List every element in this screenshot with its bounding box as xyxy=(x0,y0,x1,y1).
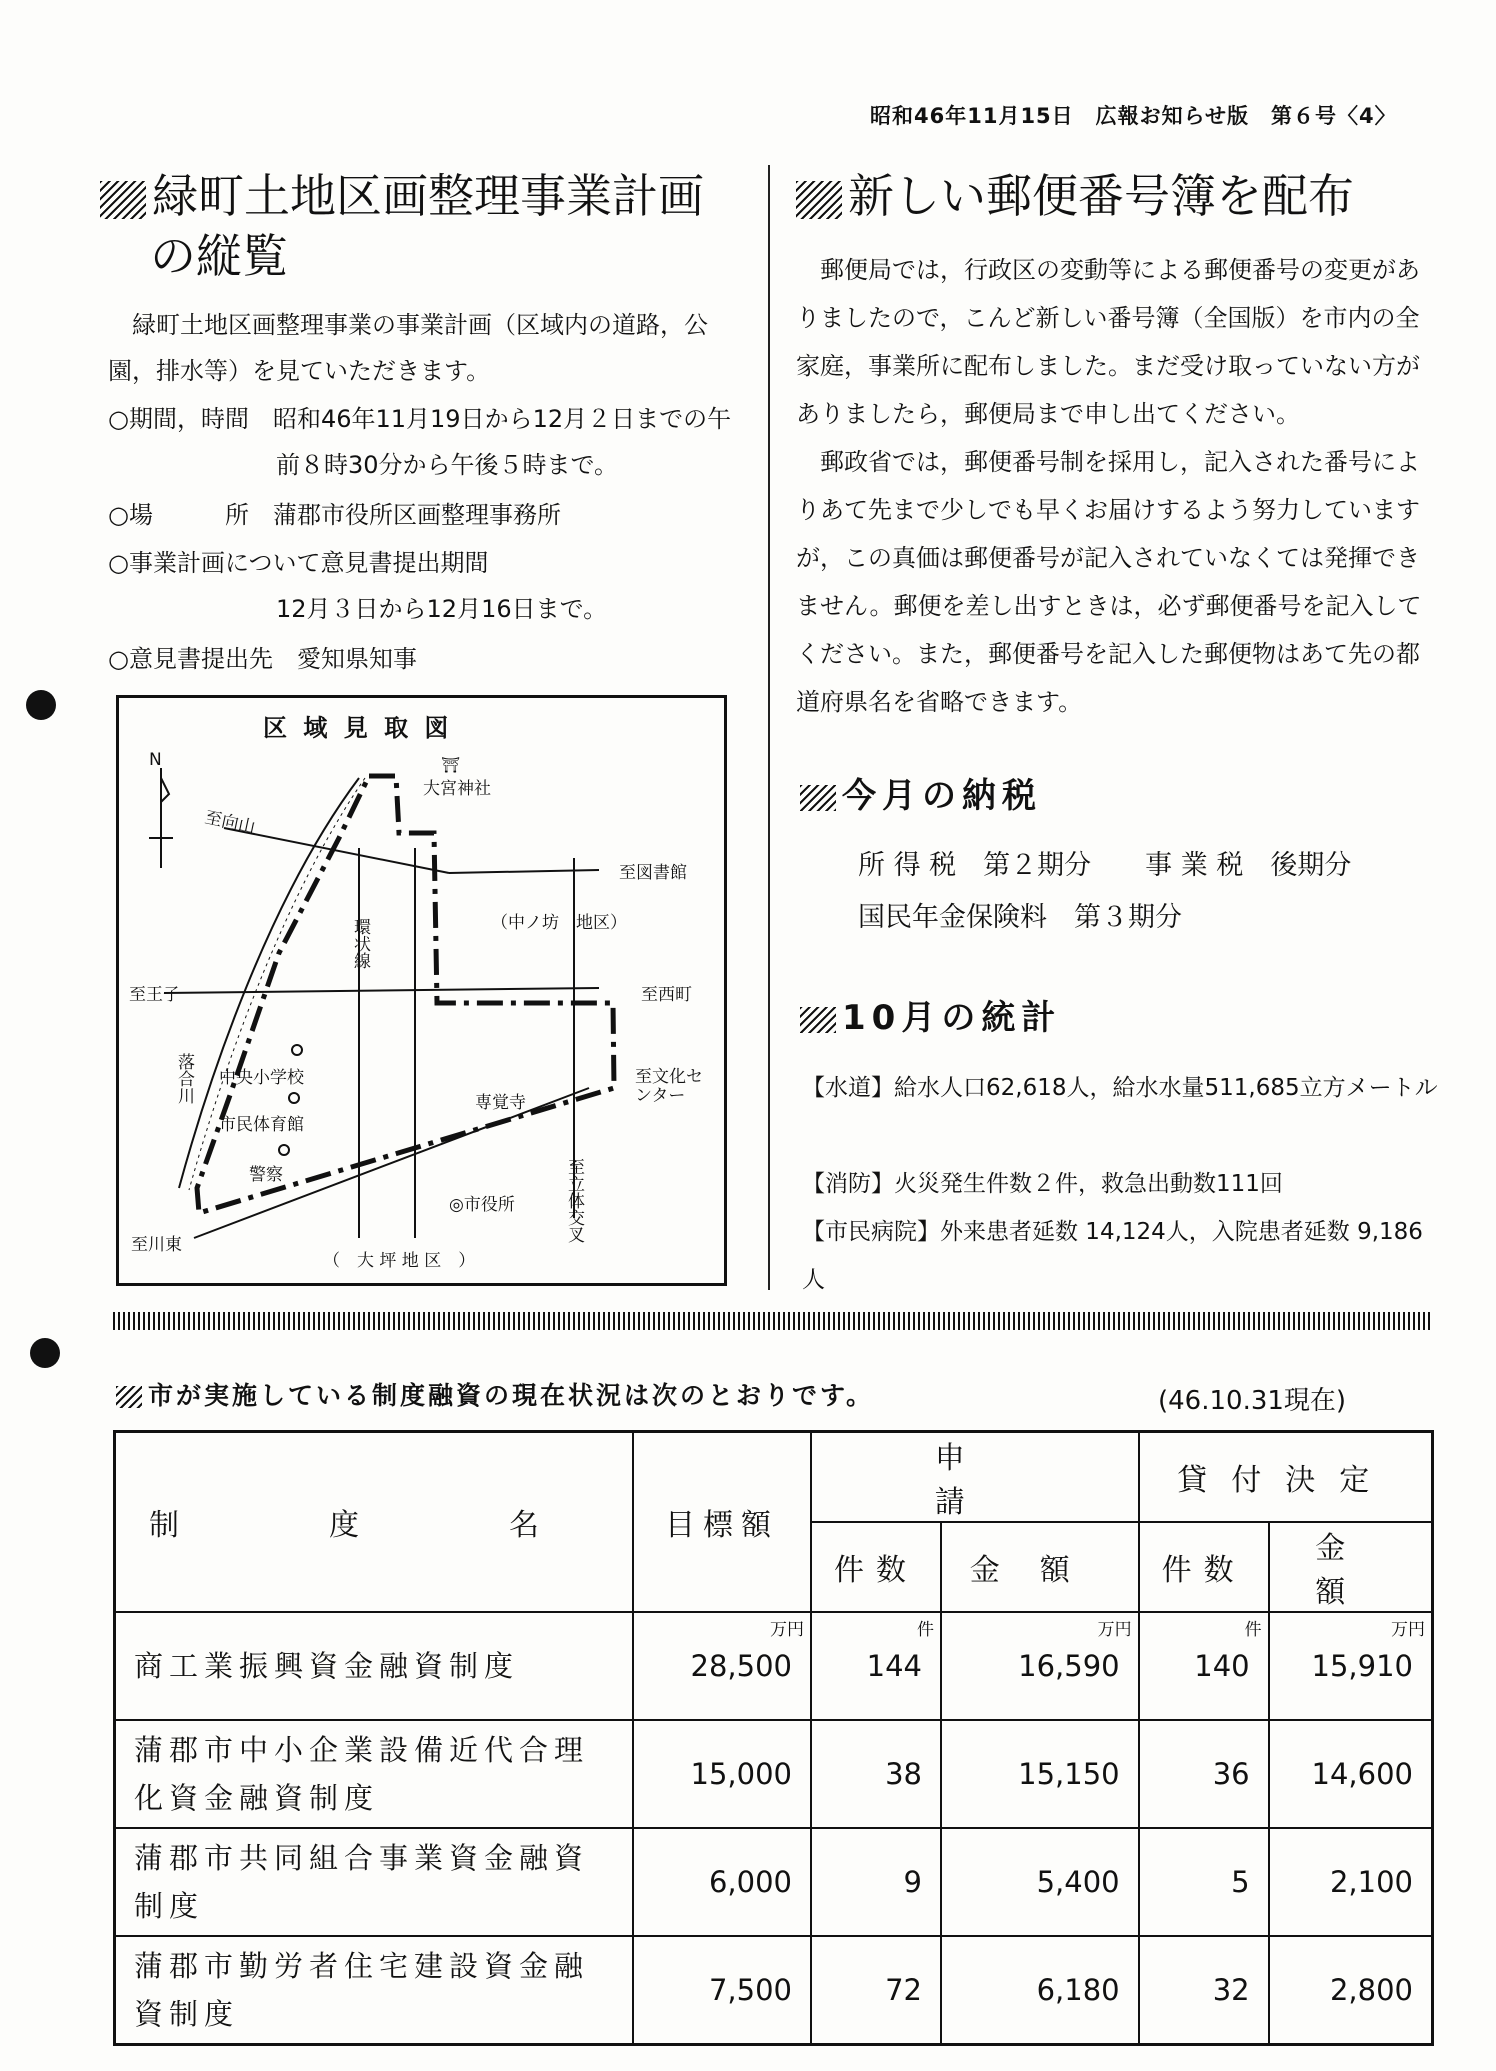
shrine-icon: ⛩ xyxy=(441,756,461,774)
postal-paragraph-2: 郵政省では，郵便番号制を採用し，記入された番号によりあて先まで少しでも早くお届けするよう努力していますが，この真価は郵便番号が記入されていなくては発揮できません。郵便を差し出すときは，必ず郵便番号を記入してください。また，郵便番号を記入した郵便物はあて先の都道府県名を省略できます。 xyxy=(796,448,1422,716)
zoning-period xyxy=(108,396,748,488)
header-target: 目標額 xyxy=(633,1432,811,1613)
map-police: 警察 xyxy=(249,1165,283,1185)
map-to-library: 至図書館 xyxy=(619,863,687,883)
map-chuo-school: 中央小学校 xyxy=(219,1068,304,1088)
title-line-2: の縦覧 xyxy=(150,229,288,283)
apply-count-value: 144 xyxy=(866,1649,922,1683)
loan-decision-amount: 2,100 xyxy=(1269,1828,1433,1936)
zoning-opinion xyxy=(108,540,748,632)
stats-water xyxy=(802,1064,1442,1112)
title-line-1: 緑町土地区画整理事業計画 xyxy=(152,169,704,223)
binding-hole-top xyxy=(26,690,56,720)
tax-title: 今月の納税 xyxy=(842,776,1042,816)
loan-decision-count xyxy=(1139,1612,1269,1720)
loans-table xyxy=(113,1430,1434,2046)
unit-man-yen: 万円 xyxy=(1097,1620,1132,1640)
loan-apply-count: 72 xyxy=(811,1936,941,2044)
stats-hospital xyxy=(802,1208,1442,1304)
loan-apply-count: 9 xyxy=(811,1828,941,1936)
zoning-submit xyxy=(108,636,748,682)
hatch-mark-icon xyxy=(116,1386,142,1408)
article-title-zoning xyxy=(100,166,704,286)
map-gymnasium: 市民体育館 xyxy=(219,1115,304,1135)
loan-name: 蒲郡市共同組合事業資金融資制度 xyxy=(115,1828,634,1936)
map-otsubo: （ 大 坪 地 区 ） xyxy=(323,1251,476,1271)
water-label: 【水道】 xyxy=(802,1075,894,1101)
loan-apply-amount: 5,400 xyxy=(941,1828,1139,1936)
loan-decision-amount xyxy=(1269,1612,1433,1720)
loans-heading xyxy=(116,1376,874,1412)
unit-ken: 件 xyxy=(1244,1620,1262,1640)
binding-hole-bottom xyxy=(30,1338,60,1368)
map-senkakuji: 専覚寺 xyxy=(475,1093,526,1113)
hatch-mark-icon xyxy=(800,785,836,811)
submit-label: ○意見書提出先 xyxy=(108,645,273,673)
loan-apply-amount: 15,150 xyxy=(941,1720,1139,1828)
section-separator xyxy=(113,1312,1433,1330)
table-row xyxy=(115,1612,1433,1720)
opinion-value: 12月３日から12月16日まで。 xyxy=(276,595,608,623)
header-loan-amount: 金額 xyxy=(1269,1522,1433,1612)
unit-man-yen: 万円 xyxy=(770,1620,804,1640)
column-divider xyxy=(768,165,770,1290)
stats-heading xyxy=(800,990,1061,1039)
apply-amount-value: 16,590 xyxy=(1018,1649,1120,1683)
loan-apply-count xyxy=(811,1612,941,1720)
map-nakanobo: （中ノ坊 地区） xyxy=(491,913,627,933)
map-ochiaigawa: 落合川 xyxy=(174,1053,194,1104)
opinion-label: ○事業計画について意見書提出期間 xyxy=(108,549,489,577)
tax-line-2: 国民年金保険料 第３期分 xyxy=(858,902,1182,933)
loans-as-of: (46.10.31現在) xyxy=(1158,1386,1347,1416)
loan-decision-amount: 2,800 xyxy=(1269,1936,1433,2044)
loan-target: 7,500 xyxy=(633,1936,811,2044)
loan-amount-value: 15,910 xyxy=(1311,1649,1413,1683)
loan-target xyxy=(633,1612,811,1720)
loan-decision-count: 5 xyxy=(1139,1828,1269,1936)
header-name: 制 度 名 xyxy=(115,1432,634,1613)
table-row xyxy=(115,1828,1433,1936)
zoning-intro: 緑町土地区画整理事業の事業計画（区域内の道路，公園，排水等）を見ていただきます。 xyxy=(108,311,708,385)
map-to-culture-center: 至文化センター xyxy=(635,1067,703,1106)
hospital-text: 外来患者延数 14,124人，入院患者延数 9,186人 xyxy=(802,1219,1423,1293)
header-apply-count: 件数 xyxy=(811,1522,941,1612)
loan-name: 蒲郡市中小企業設備近代合理化資金融資制度 xyxy=(115,1720,634,1828)
header-decision: 貸付決定 xyxy=(1139,1432,1433,1523)
hatch-mark-icon xyxy=(800,1007,836,1033)
period-value: 昭和46年11月19日から12月２日までの午 xyxy=(272,405,732,433)
map-to-rittai: 至立体交叉 xyxy=(564,1158,584,1243)
stats-title: 10月の統計 xyxy=(842,998,1062,1038)
tax-heading xyxy=(800,768,1042,817)
map-lines xyxy=(119,698,724,1283)
place-label: ○場 所 xyxy=(108,501,249,529)
target-value: 28,500 xyxy=(690,1649,792,1683)
loan-name: 蒲郡市勤労者住宅建設資金融資制度 xyxy=(115,1936,634,2044)
fire-text: 火災発生件数２件，救急出動数111回 xyxy=(894,1171,1283,1197)
stats-fire xyxy=(802,1160,1442,1208)
period-value-2: 前８時30分から午後５時まで。 xyxy=(276,451,619,479)
loan-apply-amount: 6,180 xyxy=(941,1936,1139,2044)
map-city-hall: ◎市役所 xyxy=(449,1195,515,1215)
loan-count-value: 140 xyxy=(1194,1649,1250,1683)
hatch-mark-icon xyxy=(100,181,146,219)
tax-list xyxy=(858,840,1351,944)
map-to-oji: 至王子 xyxy=(129,985,180,1005)
loan-apply-count: 38 xyxy=(811,1720,941,1828)
loan-decision-count: 36 xyxy=(1139,1720,1269,1828)
map-to-nishimachi: 至西町 xyxy=(641,985,692,1005)
map-shrine: 大宮神社 xyxy=(423,779,491,799)
map-north: N xyxy=(149,750,162,770)
unit-ken: 件 xyxy=(917,1620,934,1640)
postal-title: 新しい郵便番号簿を配布 xyxy=(848,169,1354,223)
water-text: 給水人口62,618人，給水水量511,685立方メートル xyxy=(894,1075,1438,1101)
hatch-mark-icon xyxy=(796,181,842,219)
loan-decision-amount: 14,600 xyxy=(1269,1720,1433,1828)
table-row xyxy=(115,1720,1433,1828)
postal-paragraph-1: 郵便局では，行政区の変動等による郵便番号の変更がありましたので，こんど新しい番号簿（全国版）を市内の全家庭，事業所に配布しました。まだ受け取っていない方がありましたら，郵便局まで申し出てください。 xyxy=(796,256,1420,428)
header-apply: 申 請 xyxy=(811,1432,1139,1523)
zoning-place xyxy=(108,492,748,538)
area-map xyxy=(116,695,727,1286)
map-title: 区 域 見 取 図 xyxy=(263,714,453,742)
unit-man-yen: 万円 xyxy=(1391,1620,1425,1640)
map-to-kawahigashi: 至川東 xyxy=(131,1235,182,1255)
loan-name: 商工業振興資金融資制度 xyxy=(115,1612,634,1720)
page-header: 昭和46年11月15日 広報お知らせ版 第６号〈4〉 xyxy=(870,104,1397,128)
loans-title: 市が実施している制度融資の現在状況は次のとおりです。 xyxy=(148,1381,875,1410)
tax-line-1: 所 得 税 第２期分 事 業 税 後期分 xyxy=(858,850,1352,881)
loan-target: 15,000 xyxy=(633,1720,811,1828)
header-apply-amount: 金額 xyxy=(941,1522,1139,1612)
map-to-mukaiyama: 至向山 xyxy=(202,807,258,839)
submit-value: 愛知県知事 xyxy=(296,645,417,673)
loan-apply-amount xyxy=(941,1612,1139,1720)
table-row xyxy=(115,1936,1433,2044)
article-title-postal xyxy=(796,160,1354,226)
fire-label: 【消防】 xyxy=(802,1171,894,1197)
header-loan-count: 件数 xyxy=(1139,1522,1269,1612)
period-label: ○期間，時間 xyxy=(108,405,249,433)
place-value: 蒲郡市役所区画整理事務所 xyxy=(272,501,561,529)
loan-target: 6,000 xyxy=(633,1828,811,1936)
hospital-label: 【市民病院】 xyxy=(802,1219,940,1245)
loan-decision-count: 32 xyxy=(1139,1936,1269,2044)
map-kanjosen: 環状線 xyxy=(350,918,370,969)
